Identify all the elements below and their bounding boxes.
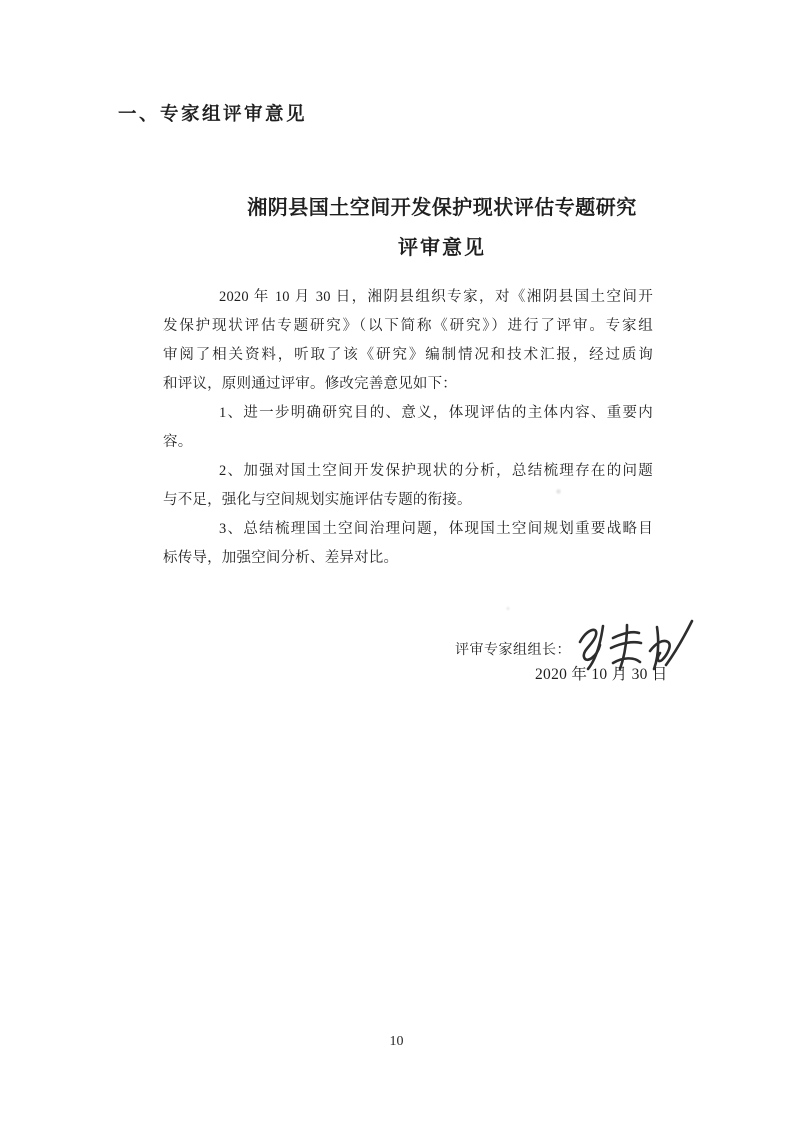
- body-line: 1、进一步明确研究目的、意义，体现评估的主体内容、重要内: [219, 405, 653, 421]
- document-title-line2: 评审意见: [398, 237, 486, 259]
- body-line: 和评议，原则通过评审。修改完善意见如下：: [163, 376, 457, 392]
- scan-speck: [505, 606, 511, 611]
- signature-label: 评审专家组组长：: [455, 643, 571, 658]
- signature-date: 2020 年 10 月 30 日: [535, 666, 668, 683]
- body-line: 发保护现状评估专题研究》（以下简称《研究》）进行了评审。专家组: [163, 318, 653, 334]
- signature-row: [455, 616, 695, 662]
- body-line: 3、总结梳理国土空间治理问题，体现国土空间规划重要战略目: [219, 521, 653, 537]
- page-number: 10: [389, 1034, 404, 1049]
- body-line: 2020 年 10 月 30 日，湘阴县组织专家，对《湘阴县国土空间开: [219, 289, 653, 305]
- document-title: [163, 194, 721, 262]
- body-line: 审阅了相关资料，听取了该《研究》编制情况和技术汇报，经过质询: [163, 347, 653, 363]
- body-line: 与不足，强化与空间规划实施评估专题的衔接。: [163, 492, 472, 508]
- body-line: 2、加强对国土空间开发保护现状的分析，总结梳理存在的问题: [219, 463, 653, 479]
- section-heading: 一、专家组评审意见: [118, 105, 308, 125]
- document-title-line1: 湘阴县国土空间开发保护现状评估专题研究: [247, 197, 637, 219]
- document-body: [163, 283, 653, 573]
- body-line: 标传导，加强空间分析、差异对比。: [163, 550, 399, 566]
- body-line: 容。: [163, 434, 193, 450]
